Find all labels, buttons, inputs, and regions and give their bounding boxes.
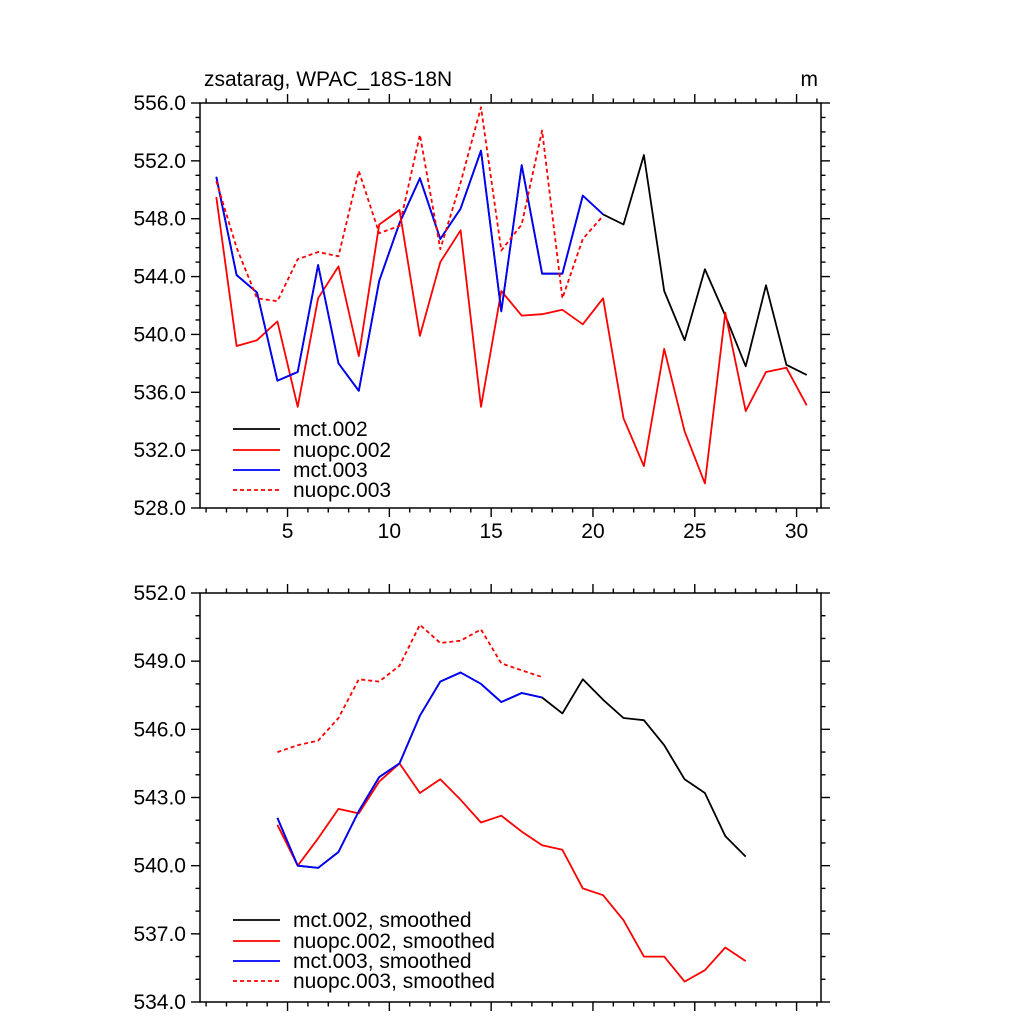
y-axis-tick-label: 544.0 bbox=[133, 265, 186, 289]
chart-title: zsatarag, WPAC_18S-18N bbox=[204, 68, 453, 91]
y-axis-tick-label: 548.0 bbox=[133, 207, 186, 231]
legend-label: nuopc.003 bbox=[293, 479, 392, 502]
y-axis-tick-label: 532.0 bbox=[133, 439, 186, 463]
legend-label: mct.002, smoothed bbox=[293, 909, 472, 932]
legend-label: nuopc.003, smoothed bbox=[293, 970, 495, 993]
y-axis-tick-label: 546.0 bbox=[133, 718, 186, 742]
y-axis-tick-label: 537.0 bbox=[133, 922, 186, 946]
y-axis-tick-label: 528.0 bbox=[133, 497, 186, 520]
y-axis-tick-label: 556.0 bbox=[133, 92, 186, 115]
x-axis-tick-label: 10 bbox=[377, 520, 402, 543]
y-axis-tick-label: 536.0 bbox=[133, 381, 186, 405]
x-axis-tick-label: 30 bbox=[784, 520, 809, 543]
x-axis-tick-label: 5 bbox=[281, 520, 294, 543]
legend-label: mct.003 bbox=[293, 459, 368, 482]
legend-label: nuopc.002 bbox=[293, 439, 392, 462]
x-axis-tick-label: 15 bbox=[479, 520, 503, 543]
y-axis-tick-label: 540.0 bbox=[133, 323, 186, 347]
y-axis-tick-label: 543.0 bbox=[133, 786, 186, 810]
legend-label: mct.003, smoothed bbox=[293, 950, 472, 973]
legend-label: mct.002 bbox=[293, 418, 368, 441]
x-axis-tick-label: 20 bbox=[581, 520, 605, 543]
x-axis-tick-label: 25 bbox=[683, 520, 707, 543]
legend-label: nuopc.002, smoothed bbox=[293, 930, 495, 953]
y-axis-tick-label: 552.0 bbox=[133, 582, 186, 605]
unit-label: m bbox=[800, 68, 818, 91]
y-axis-tick-label: 552.0 bbox=[133, 149, 186, 173]
y-axis-tick-label: 549.0 bbox=[133, 650, 186, 674]
y-axis-tick-label: 534.0 bbox=[133, 991, 186, 1014]
y-axis-tick-label: 540.0 bbox=[133, 854, 186, 878]
